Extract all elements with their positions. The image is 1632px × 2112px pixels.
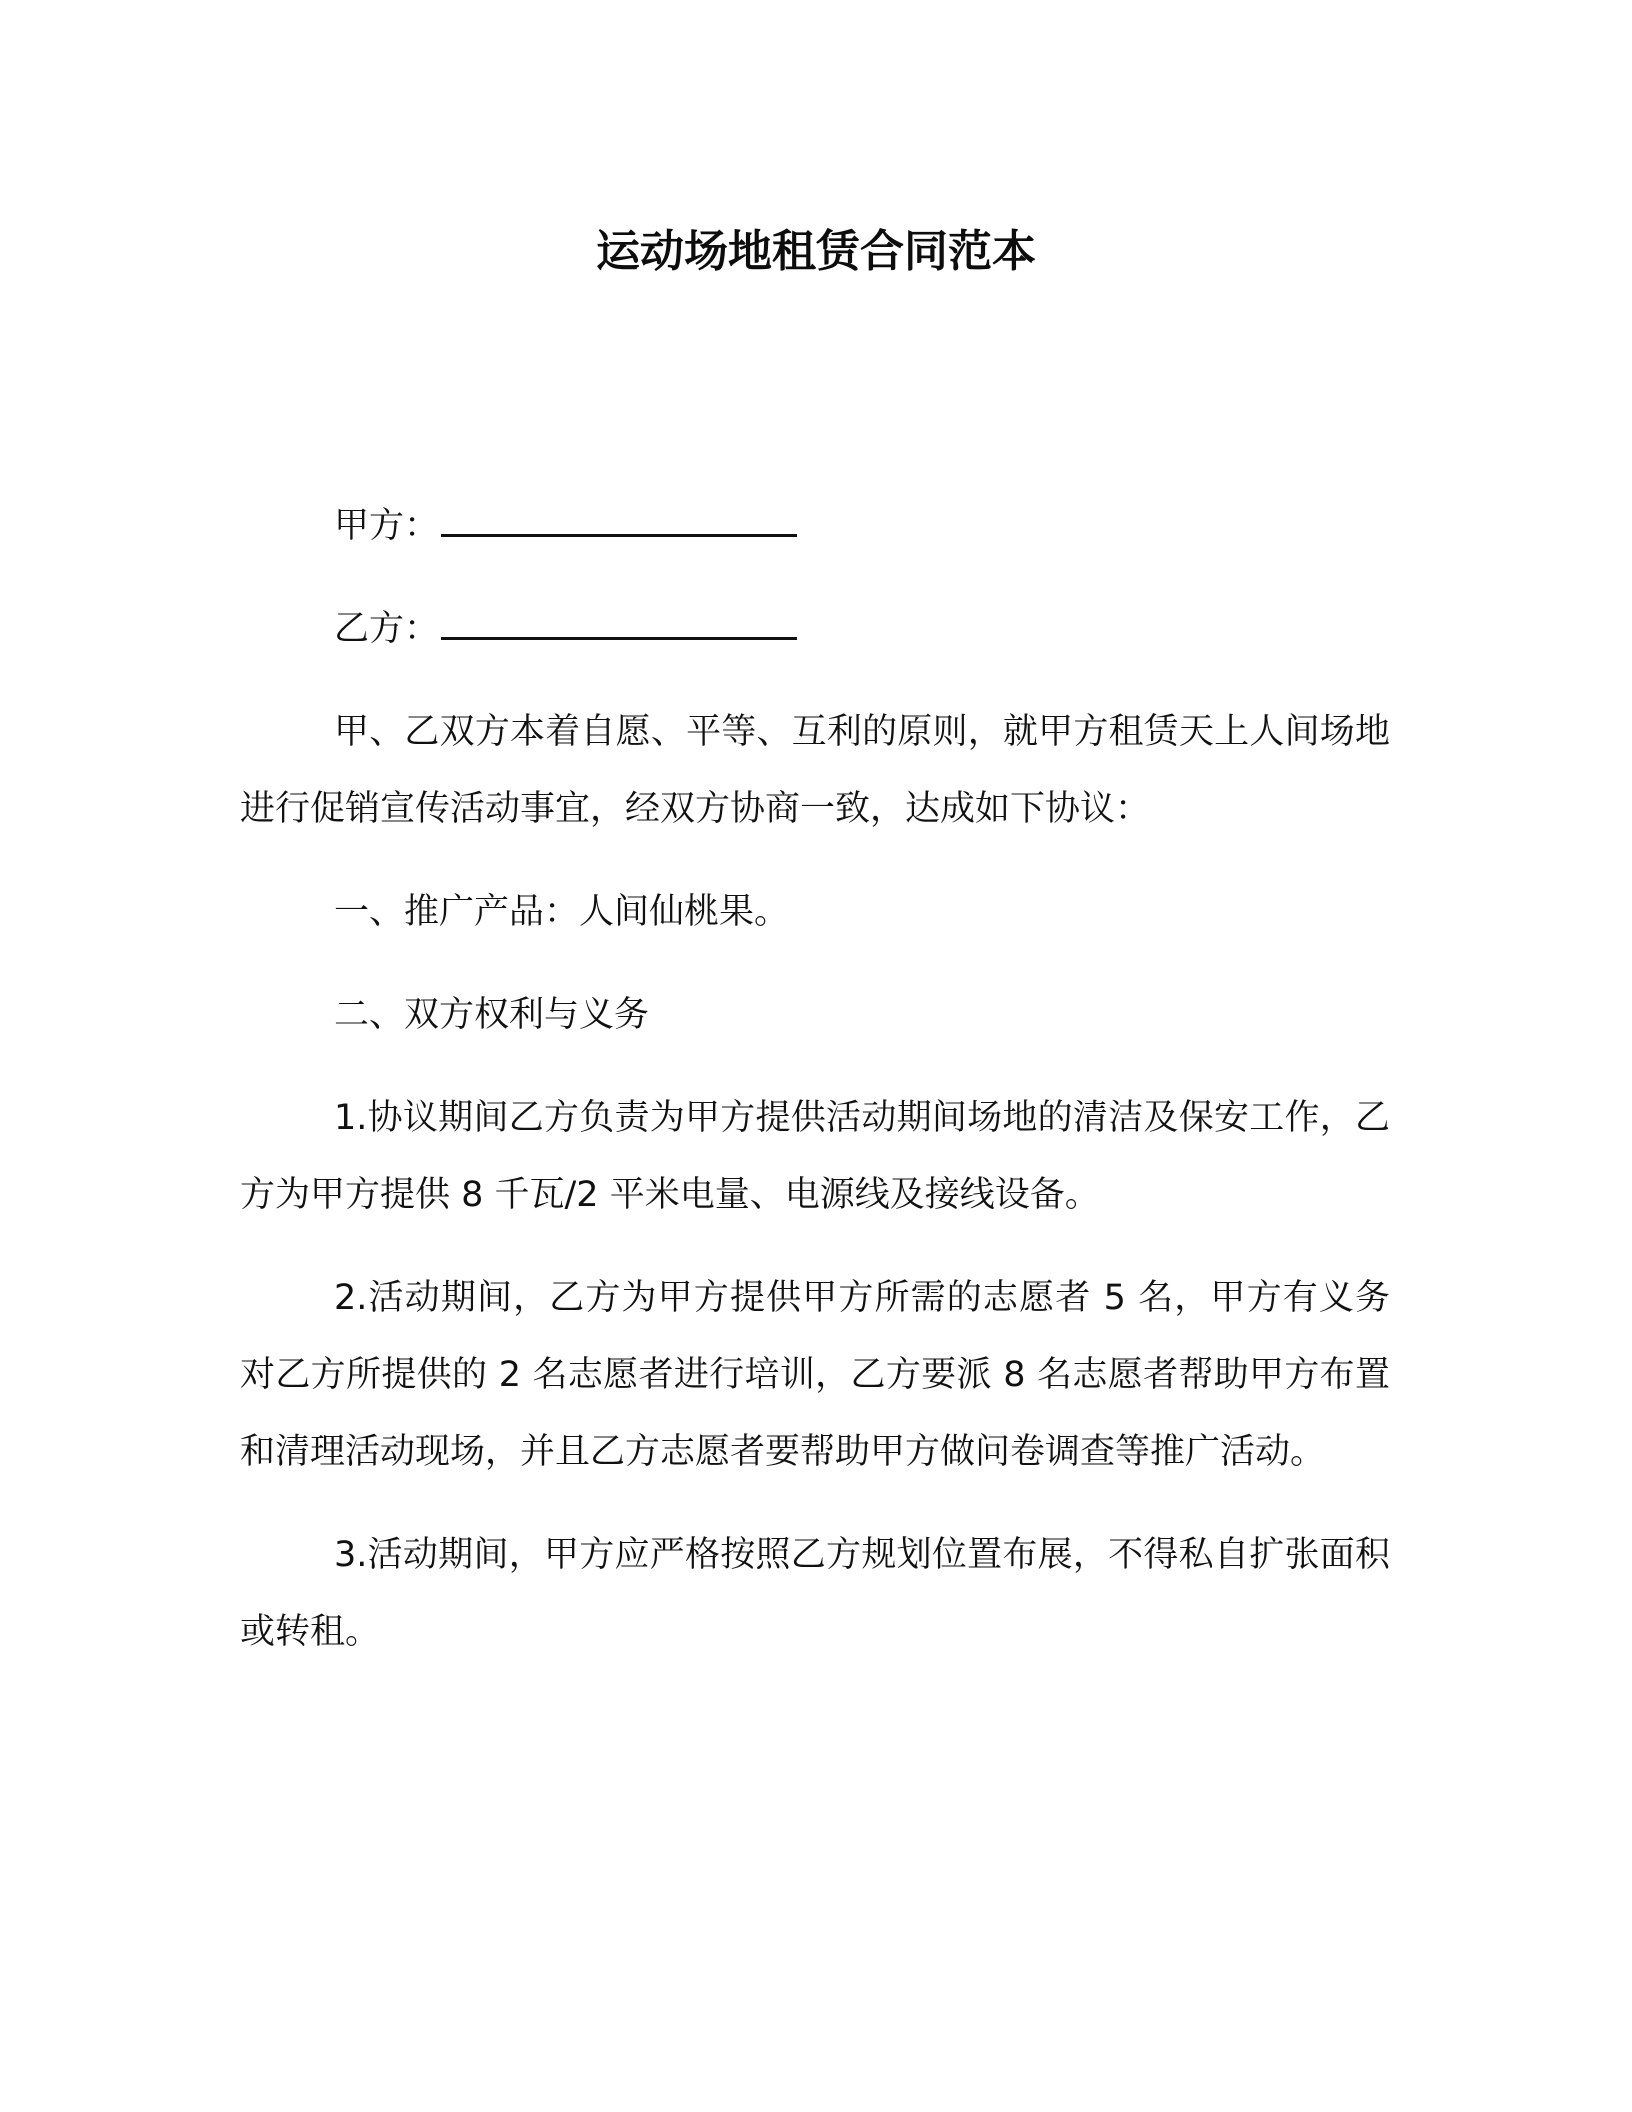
clause-2-paragraph: 2.活动期间，乙方为甲方提供甲方所需的志愿者 5 名，甲方有义务对乙方所提供的 2 名志愿者进行培训，乙方要派 8 名志愿者帮助甲方布置和清理活动现场，并且乙方志愿者要帮助甲方做问卷调查等推广活动。 — [240, 1278, 1390, 1472]
clause-1-paragraph: 1.协议期间乙方负责为甲方提供活动期间场地的清洁及保安工作，乙方为甲方提供 8 千瓦/2 平米电量、电源线及接线设备。 — [240, 1098, 1390, 1215]
party-a-label: 甲方： — [334, 506, 440, 546]
party-a-line — [240, 488, 1390, 565]
party-b-blank-field — [441, 597, 797, 640]
clause-3-paragraph: 3.活动期间，甲方应严格按照乙方规划位置布展，不得私自扩张面积或转租。 — [240, 1535, 1390, 1652]
document-title: 运动场地租赁合同范本 — [596, 226, 1036, 277]
document-body — [240, 488, 1390, 1697]
party-a-blank-field — [441, 494, 797, 537]
section-2-heading: 二、双方权利与义务 — [334, 995, 650, 1035]
party-b-label: 乙方： — [334, 609, 440, 649]
party-b-line — [240, 591, 1390, 668]
section-1-product: 一、推广产品：人间仙桃果。 — [334, 892, 790, 932]
preamble-paragraph: 甲、乙双方本着自愿、平等、互利的原则，就甲方租赁天上人间场地进行促销宣传活动事宜，经双方协商一致，达成如下协议： — [240, 712, 1390, 829]
